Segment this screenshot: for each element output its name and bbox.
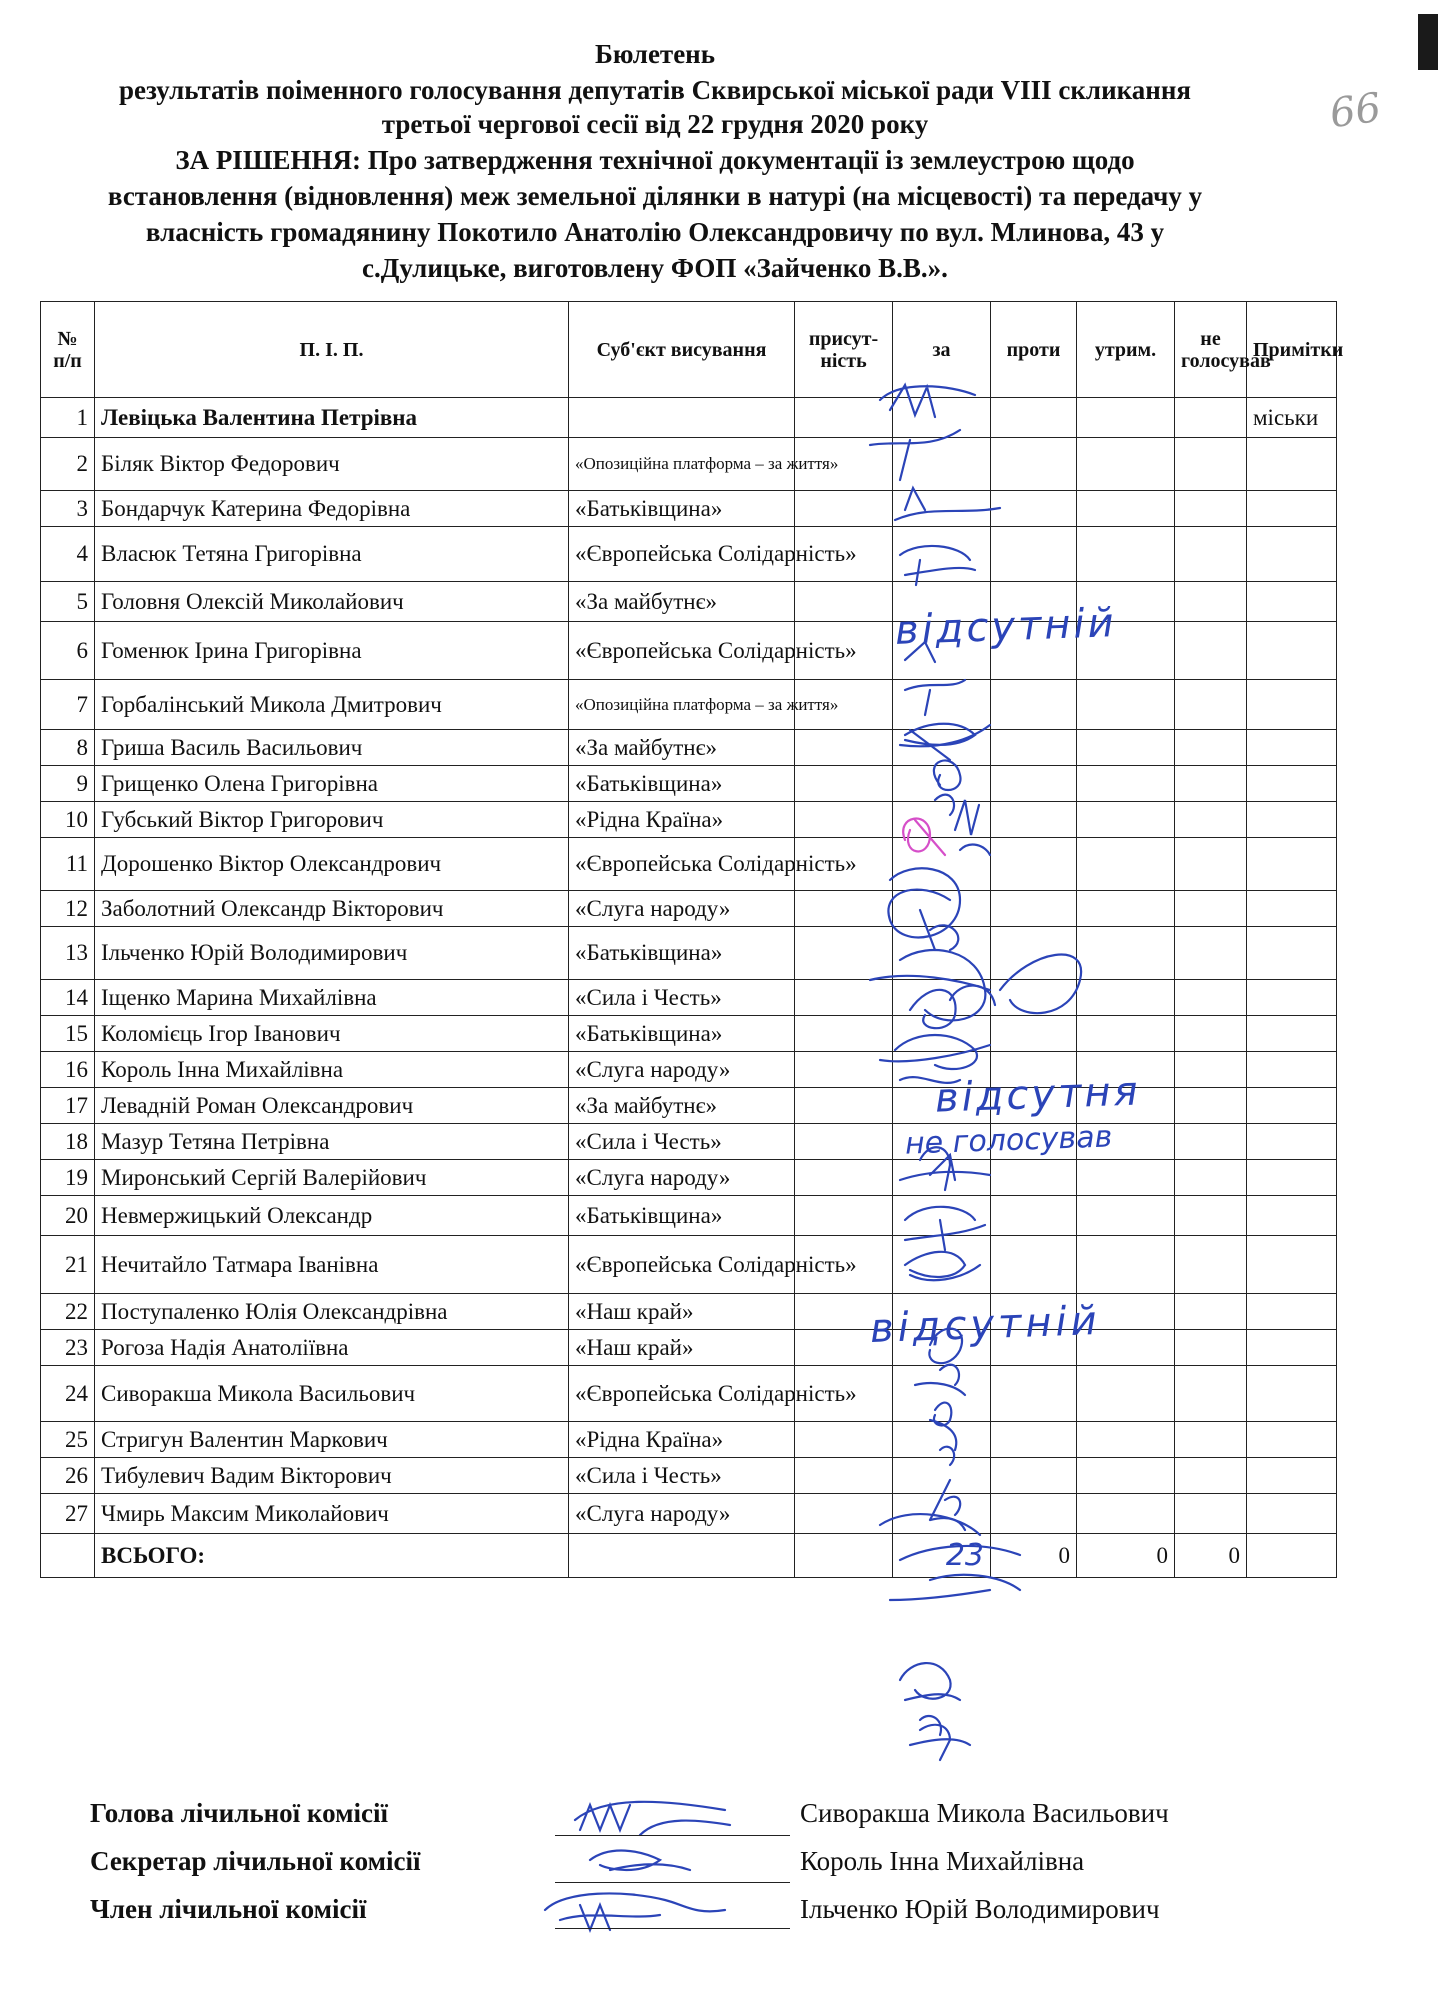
row-number: 14 [41,980,95,1016]
row-number: 9 [41,766,95,802]
party-cell: «Європейська Солідарність» [569,1366,795,1422]
deputy-name: Бондарчук Катерина Федорівна [95,491,569,527]
deputy-name: Невмержицький Олександр [95,1196,569,1236]
party-cell: «Наш край» [569,1330,795,1366]
col-header-name: П. І. П. [95,302,569,398]
signature-strokes [545,385,1081,1930]
party-cell: «Європейська Солідарність» [569,1236,795,1294]
party-cell: «Слуга народу» [569,1494,795,1534]
deputy-name: Коломієць Ігор Іванович [95,1016,569,1052]
row-number: 15 [41,1016,95,1052]
deputy-name: Ільченко Юрій Володимирович [95,927,569,980]
party-cell: «За майбутнє» [569,730,795,766]
row-number: 11 [41,838,95,891]
deputy-name: Король Інна Михайлівна [95,1052,569,1088]
row-number: 8 [41,730,95,766]
col-header-notes: Примітки [1247,302,1337,398]
col-header-abstain: утрим. [1077,302,1175,398]
session-line: третьої чергової сесії від 22 грудня 2020 року [381,109,929,139]
row-number: 2 [41,438,95,491]
total-not-voted: 0 [1175,1534,1247,1578]
sig-role-chair: Голова лічильної комісії [90,1798,388,1828]
row-number: 21 [41,1236,95,1294]
party-cell: «Європейська Солідарність» [569,838,795,891]
deputy-name: Дорошенко Віктор Олександрович [95,838,569,891]
party-cell: «За майбутнє» [569,1088,795,1124]
total-against: 0 [991,1534,1077,1578]
row-number: 18 [41,1124,95,1160]
row-number: 25 [41,1422,95,1458]
col-header-for: за [893,302,991,398]
party-cell: «Сила і Честь» [569,1124,795,1160]
sig-role-secretary: Секретар лічильної комісії [90,1846,421,1876]
deputy-name: Губський Віктор Григорович [95,802,569,838]
sig-line-chair [555,1835,790,1836]
deputy-name: Біляк Віктор Федорович [95,438,569,491]
row-number: 3 [41,491,95,527]
row-number: 23 [41,1330,95,1366]
sig-line-secretary [555,1882,790,1883]
handwritten-not-voted-15: не голосував [904,1119,1113,1162]
row-number: 19 [41,1160,95,1196]
page-number: 66 [1327,84,1384,138]
party-cell: «Опозиційна платформа – за життя» [569,680,795,730]
row-number: 27 [41,1494,95,1534]
deputy-name: Стригун Валентин Маркович [95,1422,569,1458]
handwritten-absent-14: відсутня [934,1068,1142,1122]
sig-role-member: Член лічильної комісії [90,1894,367,1924]
col-header-present: присут-ність [795,302,893,398]
deputy-name: Головня Олексій Миколайович [95,582,569,622]
row-number: 16 [41,1052,95,1088]
document-title: Бюлетень [594,39,716,69]
deputy-name: Левадній Роман Олександрович [95,1088,569,1124]
row-number: 5 [41,582,95,622]
sig-line-member [555,1928,790,1929]
col-header-not-voted: не голосував [1175,302,1247,398]
col-header-party: Суб'єкт висування [569,302,795,398]
row-number: 1 [41,398,95,438]
deputy-name: Гоменюк Ірина Григорівна [95,622,569,680]
deputy-name: Миронський Сергій Валерійович [95,1160,569,1196]
deputy-name: Горбалінський Микола Дмитрович [95,680,569,730]
row-number: 12 [41,891,95,927]
deputy-name: Грищенко Олена Григорівна [95,766,569,802]
col-header-against: проти [991,302,1077,398]
deputy-name: Левіцька Валентина Петрівна [95,398,569,438]
deputy-name: Гриша Василь Васильович [95,730,569,766]
deputy-name: Сиворакша Микола Васильович [95,1366,569,1422]
party-cell: «Сила і Честь» [569,980,795,1016]
party-cell: «Слуга народу» [569,891,795,927]
decision-line-2: встановлення (відновлення) меж земельної ділянки в натурі (на місцевості) та передачу у [107,181,1203,211]
deputy-name: Чмирь Максим Миколайович [95,1494,569,1534]
row-number: 10 [41,802,95,838]
row-number: 6 [41,622,95,680]
party-cell: «Наш край» [569,1294,795,1330]
party-cell: «Слуга народу» [569,1052,795,1088]
row-number: 17 [41,1088,95,1124]
party-cell: «Батьківщина» [569,1196,795,1236]
total-for: 23 [893,1534,991,1578]
handwritten-absent-5: відсутній [894,600,1118,654]
party-cell: «Батьківщина» [569,927,795,980]
total-abstain: 0 [1077,1534,1175,1578]
party-cell: «Опозиційна платформа – за життя» [569,438,795,491]
sig-name-chair: Сиворакша Микола Васильович [800,1798,1169,1828]
document-subtitle: результатів поіменного голосування депутатів Сквирської міської ради VIII скликання [118,75,1192,105]
decision-line-3: власність громадянину Покотило Анатолію Олександровичу по вул. Млинова, 43 у [145,217,1165,247]
party-cell: «Батьківщина» [569,766,795,802]
decision-line-4: с.Дулицьке, виготовлену ФОП «Зайченко В.В.». [362,253,948,283]
party-cell: «Слуга народу» [569,1160,795,1196]
row-number: 13 [41,927,95,980]
party-cell: «Європейська Солідарність» [569,527,795,582]
row-number: 24 [41,1366,95,1422]
deputy-name: Нечитайло Татмара Іванівна [95,1236,569,1294]
deputy-name: Тибулевич Вадим Вікторович [95,1458,569,1494]
party-cell: «Сила і Честь» [569,1458,795,1494]
row-number: 22 [41,1294,95,1330]
deputy-name: Заболотний Олександр Вікторович [95,891,569,927]
party-cell: «Рідна Країна» [569,802,795,838]
party-cell: «За майбутнє» [569,582,795,622]
total-label: ВСЬОГО: [95,1534,569,1578]
row-number: 26 [41,1458,95,1494]
party-cell: «Батьківщина» [569,491,795,527]
party-cell: «Європейська Солідарність» [569,622,795,680]
sig-name-secretary: Король Інна Михайлівна [800,1846,1085,1876]
deputy-name: Рогоза Надія Анатоліївна [95,1330,569,1366]
party-cell: «Рідна Країна» [569,1422,795,1458]
deputy-name: Поступаленко Юлія Олександрівна [95,1294,569,1330]
row-number: 4 [41,527,95,582]
row-number: 20 [41,1196,95,1236]
deputy-name: Іщенко Марина Михайлівна [95,980,569,1016]
row-number: 7 [41,680,95,730]
party-cell: «Батьківщина» [569,1016,795,1052]
col-header-num: № п/п [41,302,95,398]
deputy-name: Власюк Тетяна Григорівна [95,527,569,582]
note-cell: міськи [1247,398,1337,438]
handwritten-absent-19: відсутній [869,1297,1102,1353]
decision-line-1: ЗА РІШЕННЯ: Про затвердження технічної документації із землеустрою щодо [175,145,1135,175]
deputy-name: Мазур Тетяна Петрівна [95,1124,569,1160]
sig-name-member: Ільченко Юрій Володимирович [800,1894,1160,1924]
